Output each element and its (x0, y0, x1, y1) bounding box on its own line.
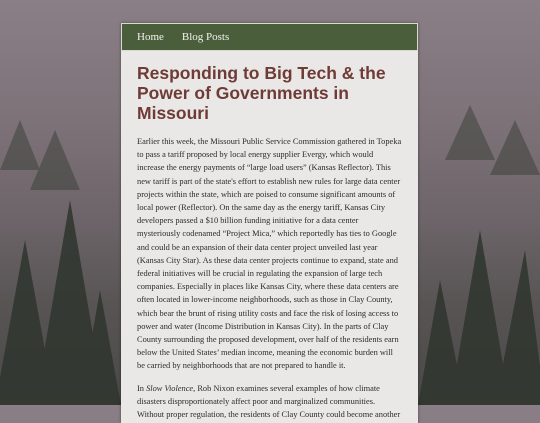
post-title: Responding to Big Tech & the Power of Governments in Missouri (137, 63, 386, 123)
paragraph-text: In (137, 383, 147, 393)
paragraph-text: , Rob Nixon examines several examples of how climate disasters disproportionately affect poor and marginalized communities. Without proper regulation, the residents of Clay County could become another (137, 383, 401, 420)
post-content (121, 51, 418, 421)
post-card (121, 23, 418, 423)
nav-blog-posts-link[interactable]: Blog Posts (181, 31, 230, 43)
post-paragraph: Earlier this week, the Missouri Public Service Commission gathered in Topeka to pass a tariff proposed by local energy supplier Evergy, which would increase the energy payments of “large load users” (Kansas Reflector). This new tariff is part of the state's effort to establish new rules for large data center projects within the state, which are poised to consume significant amounts of local power (Reflector). On the same day as the energy tariff, Kansas City developers passed a $10 billion funding initiative for a data center mysteriously codenamed “Project Mica,” which reportedly has ties to Google and could be an expansion of their data center project unveiled last year (Kansas City Star). As these data center projects continue to expand, state and federal initiatives will be crucial in regulating the expansion of large tech companies. Especially in places like Kansas City, where these data centers are often located in lower-income neighborhoods, such as those in Clay County, which bear the brunt of rising utility costs and face the risk of losing access to power and water (Income Distribution in Kansas City). In the parts of Clay County surrounding the proposed development, over half of the residents earn below the United States’ median income, meaning the economic burden will be carried by neighborhoods that are not prepared to handle it. (137, 137, 402, 371)
post-paragraph (137, 382, 402, 422)
top-nav (121, 23, 418, 51)
nav-home-link[interactable]: Home (137, 31, 164, 43)
book-title: Slow Violence (146, 383, 194, 393)
